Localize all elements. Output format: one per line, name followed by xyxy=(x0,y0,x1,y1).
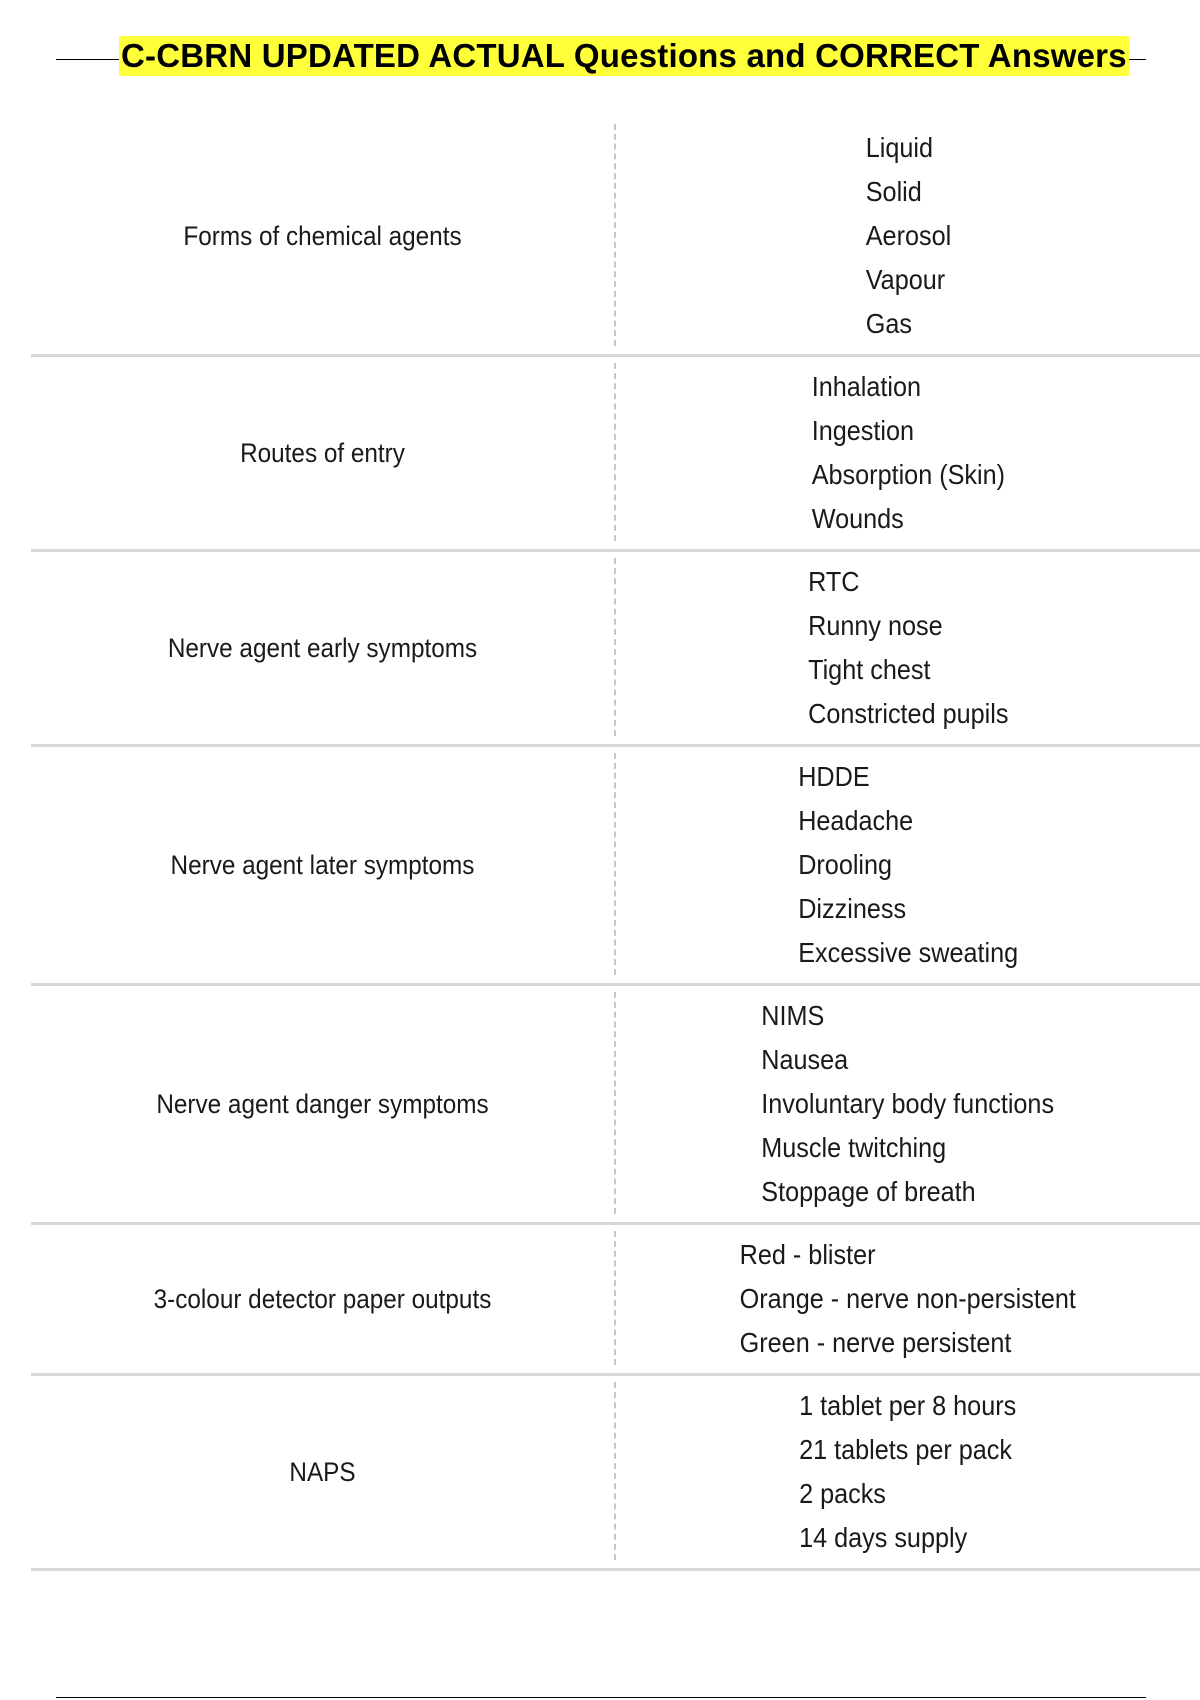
flashcard-table xyxy=(31,118,1200,1571)
document-title: C-CBRN UPDATED ACTUAL Questions and CORRECT Answers xyxy=(121,37,1127,74)
answer-item: Muscle twitching xyxy=(761,1132,947,1163)
flashcard-term: Routes of entry xyxy=(240,437,405,468)
answer-item: Nausea xyxy=(761,1044,849,1075)
flashcard-term: Nerve agent early symptoms xyxy=(167,632,478,663)
answer-item: Ingestion xyxy=(811,415,914,446)
flashcard-row xyxy=(31,552,1200,747)
answer-list xyxy=(762,994,1055,1214)
flashcard-row xyxy=(31,1225,1200,1376)
flashcard-answer xyxy=(616,552,1200,744)
flashcard-term: Nerve agent later symptoms xyxy=(170,849,475,880)
answer-item: Dizziness xyxy=(798,893,906,924)
answer-item: Headache xyxy=(798,805,913,836)
flashcard-answer xyxy=(616,118,1200,354)
answer-item: Absorption (Skin) xyxy=(811,459,1005,490)
flashcard-row xyxy=(31,1376,1200,1571)
flashcard-term: 3-colour detector paper outputs xyxy=(153,1283,492,1314)
answer-item: Stoppage of breath xyxy=(761,1176,976,1207)
answer-item: 1 tablet per 8 hours xyxy=(799,1390,1017,1421)
answer-item: NIMS xyxy=(761,1000,825,1031)
answer-list xyxy=(799,1384,1016,1560)
flashcard-row xyxy=(31,118,1200,357)
answer-item: Aerosol xyxy=(865,220,951,251)
answer-item: Runny nose xyxy=(807,610,943,641)
answer-item: Involuntary body functions xyxy=(761,1088,1055,1119)
flashcard-answer xyxy=(616,747,1200,983)
answer-item: 14 days supply xyxy=(799,1522,968,1553)
answer-list xyxy=(740,1233,1076,1365)
flashcard-row xyxy=(31,986,1200,1225)
answer-item: Gas xyxy=(865,308,912,339)
flashcard-row xyxy=(31,747,1200,986)
answer-item: Orange - nerve non-persistent xyxy=(739,1283,1077,1314)
answer-item: Vapour xyxy=(865,264,945,295)
flashcard-answer xyxy=(616,986,1200,1222)
answer-item: Constricted pupils xyxy=(807,698,1009,729)
flashcard-term: Nerve agent danger symptoms xyxy=(156,1088,489,1119)
flashcard-answer xyxy=(616,357,1200,549)
answer-item: Tight chest xyxy=(807,654,931,685)
answer-list xyxy=(865,126,950,346)
answer-item: Liquid xyxy=(865,132,933,163)
answer-item: HDDE xyxy=(798,761,870,792)
flashcard-answer xyxy=(616,1225,1200,1373)
answer-item: Solid xyxy=(865,176,922,207)
answer-item: Drooling xyxy=(798,849,892,880)
answer-list xyxy=(808,560,1008,736)
answer-list xyxy=(811,365,1004,541)
flashcard-answer xyxy=(616,1376,1200,1568)
answer-item: Excessive sweating xyxy=(798,937,1018,968)
answer-item: 2 packs xyxy=(799,1478,887,1509)
answer-item: 21 tablets per pack xyxy=(799,1434,1013,1465)
footer-rule xyxy=(56,1697,1146,1698)
answer-item: Inhalation xyxy=(811,371,921,402)
answer-item: Red - blister xyxy=(739,1239,876,1270)
flashcard-term: Forms of chemical agents xyxy=(183,220,462,251)
flashcard-row xyxy=(31,357,1200,552)
answer-item: Green - nerve persistent xyxy=(739,1327,1012,1358)
answer-list xyxy=(798,755,1018,975)
document-header xyxy=(56,32,1146,82)
flashcard-term: NAPS xyxy=(289,1456,356,1487)
answer-item: Wounds xyxy=(811,503,904,534)
answer-item: RTC xyxy=(807,566,860,597)
